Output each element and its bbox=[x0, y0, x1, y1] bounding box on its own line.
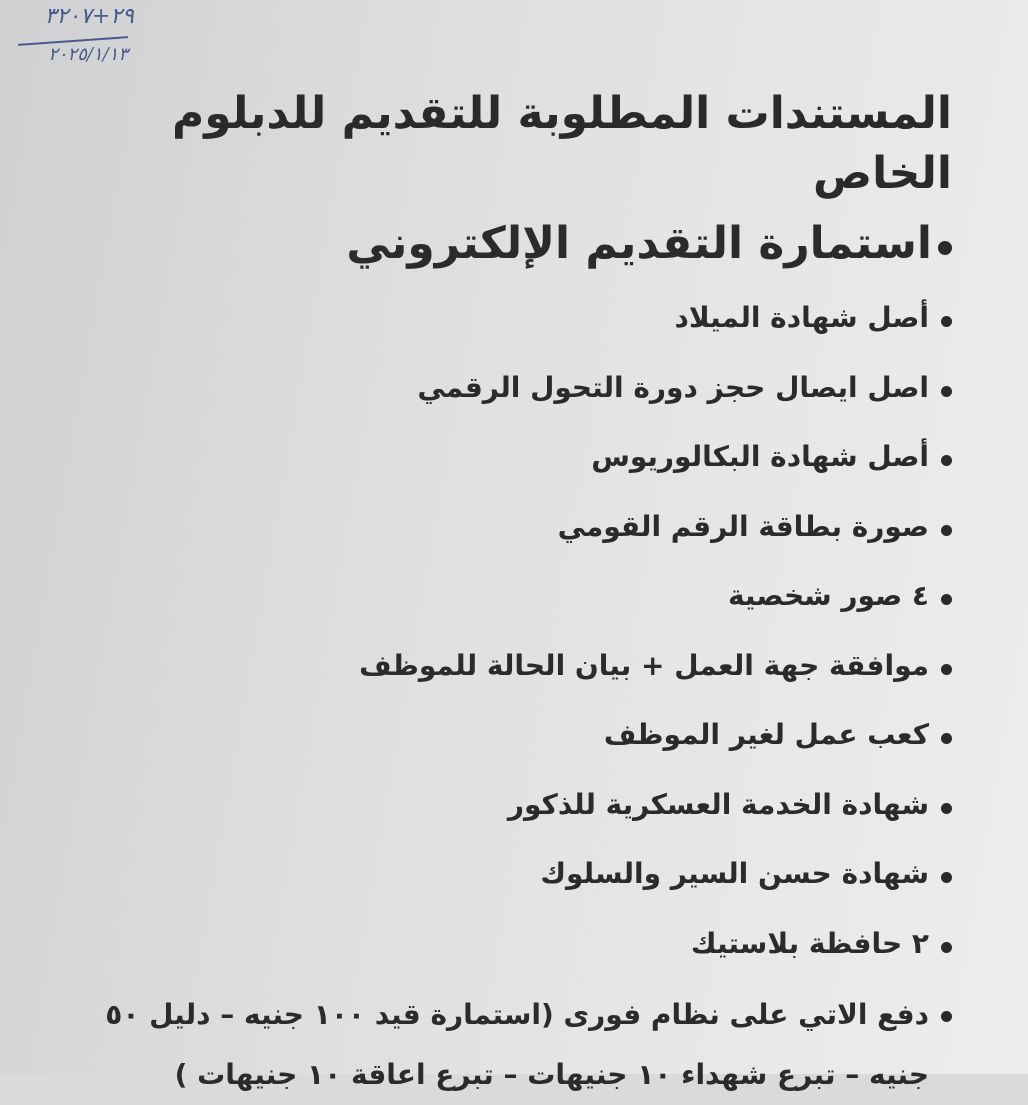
document-title: المستندات المطلوبة للتقديم للدبلوم الخاص bbox=[172, 88, 952, 199]
list-item bbox=[72, 922, 952, 992]
list-item-label: أصل شهادة الميلاد bbox=[674, 301, 929, 334]
list-item bbox=[72, 366, 952, 436]
subtitle-text: استمارة التقديم الإلكتروني bbox=[346, 218, 932, 269]
subtitle-row bbox=[72, 214, 952, 274]
bullet-icon bbox=[938, 241, 952, 255]
bullet-icon bbox=[941, 455, 952, 466]
bullet-icon bbox=[941, 525, 952, 536]
list-item bbox=[72, 574, 952, 644]
list-item-payment bbox=[72, 991, 952, 1105]
requirements-list bbox=[72, 296, 952, 1105]
bullet-icon bbox=[941, 594, 952, 605]
bullet-icon bbox=[941, 664, 952, 675]
list-item bbox=[72, 296, 952, 366]
list-item-label: صورة بطاقة الرقم القومي bbox=[557, 509, 929, 543]
bullet-icon bbox=[941, 386, 952, 397]
list-item-label: دفع الاتي على نظام فورى (استمارة قيد ١٠٠ جنيه – دليل ٥٠ جنيه – تبرع شهداء ١٠ جنيهات – تبرع اعاقة ١٠ جنيهات ) bbox=[105, 998, 929, 1091]
list-item bbox=[72, 783, 952, 853]
list-item-label: موافقة جهة العمل + بيان الحالة للموظف bbox=[359, 648, 929, 682]
list-item bbox=[72, 505, 952, 575]
list-item bbox=[72, 644, 952, 714]
bullet-icon bbox=[941, 1011, 952, 1022]
list-item-label: ٤ صور شخصية bbox=[727, 579, 929, 612]
list-item-label: أصل شهادة البكالوريوس bbox=[591, 440, 929, 473]
list-item-label: شهادة الخدمة العسكرية للذكور bbox=[507, 787, 929, 821]
bullet-icon bbox=[941, 872, 952, 883]
list-item-label: ٢ حافظة بلاستيك bbox=[690, 926, 929, 960]
list-item bbox=[72, 852, 952, 922]
handwritten-note-line1: ٢٩+٣٢٠٧ bbox=[44, 4, 134, 29]
handwritten-note bbox=[14, 4, 134, 74]
bullet-icon bbox=[941, 942, 952, 953]
handwritten-note-line2: ٢٠٢٥/١/١٣ bbox=[48, 44, 128, 65]
bullet-icon bbox=[941, 316, 952, 327]
list-item-label: كعب عمل لغير الموظف bbox=[603, 718, 929, 751]
list-item bbox=[72, 713, 952, 783]
bullet-icon bbox=[941, 803, 952, 814]
list-item bbox=[72, 435, 952, 505]
document-body bbox=[72, 84, 952, 1105]
list-item-label: شهادة حسن السير والسلوك bbox=[540, 857, 929, 890]
bullet-icon bbox=[941, 733, 952, 744]
list-item-label: اصل ايصال حجز دورة التحول الرقمي bbox=[417, 370, 929, 404]
